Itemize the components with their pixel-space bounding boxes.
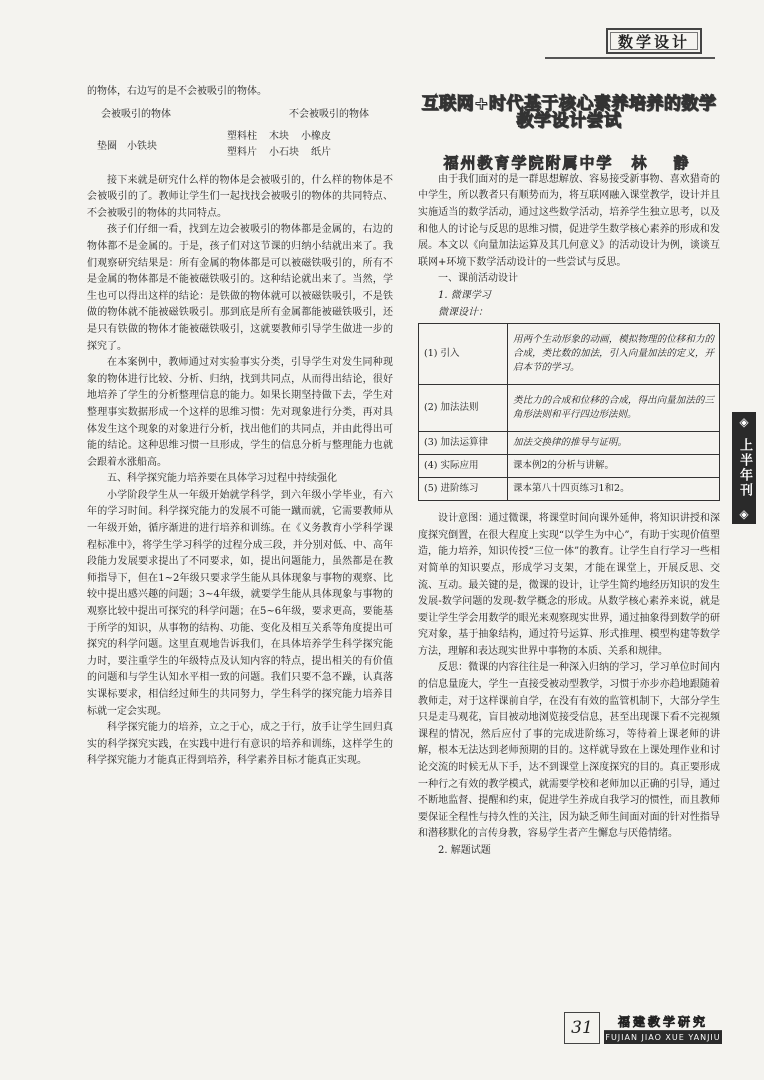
- design-label: 微课设计：: [438, 306, 488, 318]
- step-cell: (1) 引入: [419, 324, 508, 385]
- body-paragraph: 接下来就是研究什么样的物体是会被吸引的，什么样的物体是不会被吸引的了。教师让学生们一起找找会被吸引的物体的共同特点、不会被吸引的物体的共同特点。: [87, 174, 393, 219]
- subsection-heading: 2. 解题试题: [438, 845, 491, 856]
- page-number: 31: [564, 1012, 600, 1044]
- objects-table-body: [87, 129, 393, 161]
- left-column: [87, 84, 393, 770]
- author-affiliation: 福州教育学院附属中学: [443, 154, 614, 173]
- objects-table: [87, 107, 393, 161]
- not-attracted-header: 不会被吸引的物体: [289, 108, 369, 120]
- content-cell: 类比力的合成和位移的合成，得出向量加法的三角形法则和平行四边形法则。: [508, 385, 720, 432]
- step-cell: (4) 实际应用: [419, 455, 508, 478]
- article-title: 互联网+时代基于核心素养培养的数学教学设计尝试: [421, 94, 717, 131]
- section-heading: 五、科学探究能力培养要在具体学习过程中持续强化: [107, 473, 337, 485]
- object-item: 小橡皮: [301, 130, 331, 142]
- body-paragraph: 孩子们仔细一看，找到左边会被吸引的物体都是金属的，右边的物体都不是金属的。于是，孩子们对这节课的归纳小结就出来了。我们观察研究结果是：所有金属的物体都是可以被磁铁吸引的，所有不是金属的物体都是不能被磁铁吸引的。这种结论就出来了。当然，学生也可以得出这样的结论：是铁做的物体就可以被磁铁吸引，不是铁做的物体就不能被磁铁吸引。那到底是所有金属都能被磁铁吸引，还是只有铁做的物体才能被磁铁吸引，这就要教师引导学生做进一步的探究了。: [87, 224, 393, 352]
- diamond-icon: ◈: [739, 415, 749, 429]
- table-row: [419, 478, 720, 501]
- content-cell: 课本第八十四页练习1和2。: [508, 478, 720, 501]
- attracted-items: 垫圈 小铁块: [97, 140, 157, 152]
- intro-line: 的物体，右边写的是不会被吸引的物体。: [87, 86, 267, 97]
- body-paragraph: 反思：微课的内容往往是一种深入归纳的学习，学习单位时间内的信息量庞大，学生一直接受被动型教学，习惯于亦步亦趋地跟随着教师走，对于这样课前自学，在没有有效的监管机制下，大部分学生只是走马观花，盲目被动地浏览接受信息，甚至出现课下看不完视频课程的情况，然后应付了事的完成进阶练习，等待着上课老师的讲解，根本无法达到老师预期的目的。这样就导致在上课处理作业和讨论交流的时候无从下手，达不到课堂上深度探究的目的。真正要形成一种行之有效的教学模式，就需要学校和老师加以正确的引导，通过不断地监督、提醒和约束，促进学生养成自我学习的惯性，而且教师要保证全程性与持久性的关注，因为缺乏师生间面对面的针对性指导和潜移默化的言传身教，容易学生者产生懈怠与厌倦情绪。: [418, 662, 720, 840]
- not-attracted-items: [227, 129, 393, 161]
- body-paragraph: 在本案例中，教师通过对实验事实分类，引导学生对发生同种现象的物体进行比较、分析、归纳，找到共同点，从而得出结论，很好地培养了学生的分析整理信息的能力。如果长期坚持做下去，学生对整理事实数据形成一个这样的思维习惯：先对现象进行分类，再对具体发生这个现象的对象进行分析，找出他们的共同点，并由此得出可能的结论。这种思维习惯一旦形成，学生的信息分析与整理能力也就会跟着水涨船高。: [87, 357, 393, 468]
- journal-pinyin: FUJIAN JIAO XUE YANJIU: [605, 1033, 721, 1042]
- author-name: 林 静: [631, 154, 695, 173]
- step-cell: (3) 加法运算律: [419, 432, 508, 455]
- right-column: [418, 82, 720, 860]
- abstract-paragraph: 由于我们面对的是一群思想解放、容易接受新事物、喜欢猎奇的中学生，所以教者只有顺势而为，将互联网融入课堂教学，设计并且实施适当的数学活动，通过这些数学活动，培养学生独立思考，以及和他人的讨论与反思的思维习惯，促进学生数学核心素养的形成和发展。本文以《向量加法运算及其几何意义》的活动设计为例，谈谈互联网+环境下数学活动设计的一些尝试与反思。: [418, 173, 720, 268]
- article-byline: [418, 155, 720, 172]
- body-paragraph: 科学探究能力的培养，立之于心，成之于行，放手让学生回归真实的科学探究实践，在实践中进行有意识的培养和训练，这样学生的科学探究能力才能真正得到培养，科学素养目标才能真正实现。: [87, 722, 393, 767]
- object-item: 塑料片: [227, 146, 257, 158]
- object-item: 纸片: [311, 146, 331, 158]
- object-item: 塑料柱: [227, 130, 257, 142]
- header-rule: [545, 57, 715, 59]
- objects-table-header: [87, 107, 393, 123]
- step-cell: (2) 加法法则: [419, 385, 508, 432]
- object-item: 木块: [269, 130, 289, 142]
- table-row: [419, 324, 720, 385]
- step-cell: (5) 进阶练习: [419, 478, 508, 501]
- table-row: [419, 385, 720, 432]
- body-paragraph: 小学阶段学生从一年级开始就学科学，到六年级小学毕业，有六年的学习时间。科学探究能力的发展不可能一蹴而就，它需要教师从一年级开始，循序渐进的进行培养和训练。在《义务教育小学科学课程标准中》，将学生学习科学的过程分成三段，并分别对低、中、高年段能力发展要求提出了不同要求，如，提出问题能力，虽然都是在教师指导下，但在1~2年级只要求学生能从具体现象与事物的观察、比较中提出感兴趣的问题；3~4年级，就要学生能从具体现象与事物的观察比较中提出可探究的科学问题；在5~6年级，要求更高，要能基于所学的知识，从事物的结构、功能、变化及相互关系等角度提出可探究的科学问题。这里直观地告诉我们，在具体培养学生科学探究能力时，要注重学生的年级特点及认知内容的特点，提出相关的有价值的问题和与学生认知水平相一致的问题。我们只要不急不躁，认真落实课标要求，相信经过师生的共同努力，学生科学的探究能力培养目标就一定会实现。: [87, 489, 393, 717]
- journal-name: 福建教学研究: [604, 1012, 722, 1031]
- not-attracted-row: [227, 129, 393, 145]
- section-badge: 数学设计: [606, 28, 702, 54]
- not-attracted-row: [227, 145, 393, 161]
- content-cell: 用两个生动形象的动画，模拟物理的位移和力的合成，类比数的加法，引入向量加法的定义，开启本节的学习。: [508, 324, 720, 385]
- diamond-icon: ◈: [739, 507, 749, 521]
- microcourse-table: [418, 323, 720, 501]
- table-row: [419, 432, 720, 455]
- table-row: [419, 455, 720, 478]
- side-tab: [732, 412, 756, 524]
- subsection-heading: 1. 微课学习: [438, 289, 491, 301]
- side-tab-label: 上半年刊: [737, 438, 752, 498]
- content-cell: 加法交换律的推导与证明。: [508, 432, 720, 455]
- content-cell: 课本例2的分析与讲解。: [508, 455, 720, 478]
- page-footer: [564, 1012, 724, 1044]
- object-item: 小石块: [269, 146, 299, 158]
- body-paragraph: 设计意图：通过微课，将课堂时间向课外延伸，将知识讲授和深度探究倒置，在很大程度上实现“以学生为中心”，有助于实现价值塑造，能力培养，知识传授“三位一体”的教育。让学生自行学习一些相对简单的知识要点，形成学习支架，才能在课堂上，开展反思、交流、互动。最关键的是，微课的设计，让学生简约地经历知识的发生发展-数学问题的发现-数学概念的形成。从数学核心素养来说，就是要让学生学会用数学的眼光来观察现实世界，通过抽象得到数学的研究对象，基于抽象结构，通过符号运算、形式推理、模型构建等数学方法，理解和表达现实世界中事物的本质、关系和规律。: [418, 513, 720, 657]
- attracted-header: 会被吸引的物体: [101, 108, 171, 120]
- section-heading: 一、课前活动设计: [438, 273, 518, 285]
